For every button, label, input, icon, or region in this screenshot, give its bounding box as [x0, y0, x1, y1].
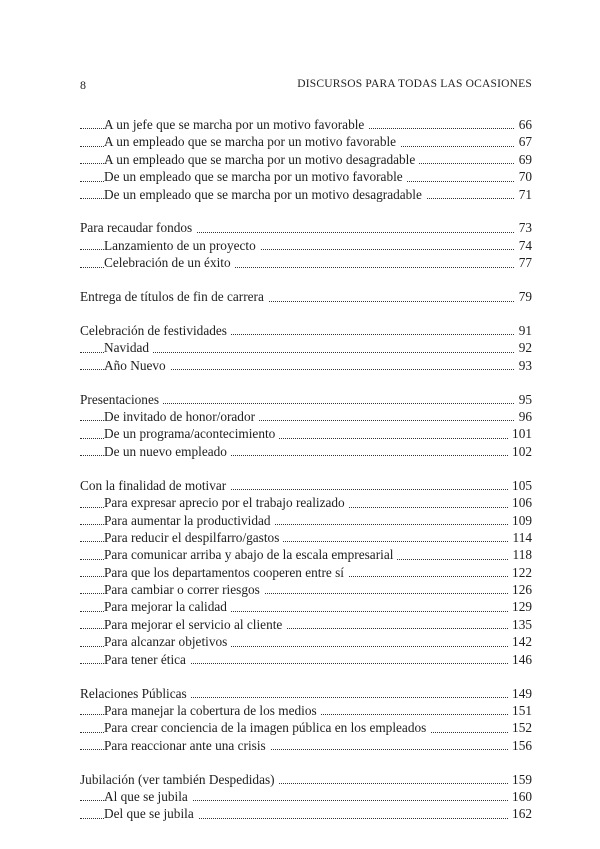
toc-entry-title: Entrega de títulos de fin de carrera — [80, 289, 268, 304]
toc-page-number: 105 — [508, 477, 532, 494]
toc-page-number: 73 — [515, 219, 532, 236]
toc-subentry — [80, 133, 532, 150]
toc-page-number: 101 — [508, 425, 532, 442]
toc-entry-title: Para tener ética — [104, 652, 190, 667]
toc-page-number: 93 — [515, 357, 532, 374]
toc-section — [80, 685, 532, 755]
toc-section — [80, 116, 532, 203]
toc-subentry — [80, 546, 532, 563]
toc-subentry — [80, 737, 532, 754]
toc-section — [80, 771, 532, 823]
table-of-contents — [80, 116, 532, 839]
toc-subentry — [80, 512, 532, 529]
toc-page-number: 122 — [508, 564, 532, 581]
toc-entry-title: A un empleado que se marcha por un motivo favorable — [104, 134, 400, 149]
toc-page-number: 114 — [509, 529, 532, 546]
toc-subentry — [80, 151, 532, 168]
toc-page-number: 79 — [515, 288, 532, 305]
toc-entry-title: De un programa/acontecimiento — [104, 426, 279, 441]
toc-page-number: 126 — [508, 581, 532, 598]
toc-section — [80, 477, 532, 668]
toc-subentry — [80, 408, 532, 425]
toc-entry-title: Para expresar aprecio por el trabajo realizado — [104, 495, 349, 510]
toc-page-number: 95 — [515, 391, 532, 408]
toc-page-number: 118 — [509, 546, 532, 563]
toc-page-number: 152 — [508, 719, 532, 736]
toc-entry-title: Para comunicar arriba y abajo de la escala empresarial — [104, 547, 397, 562]
page-number: 8 — [80, 78, 87, 92]
toc-page-number: 146 — [508, 651, 532, 668]
toc-page-number: 109 — [508, 512, 532, 529]
toc-subentry — [80, 339, 532, 356]
toc-entry-title: Para manejar la cobertura de los medios — [104, 703, 321, 718]
toc-subentry — [80, 186, 532, 203]
toc-page-number: 70 — [515, 168, 532, 185]
toc-page-number: 162 — [508, 805, 532, 822]
toc-page-number: 151 — [508, 702, 532, 719]
toc-entry-title: Para mejorar la calidad — [104, 599, 231, 614]
toc-subentry — [80, 443, 532, 460]
toc-entry-title: De un nuevo empleado — [104, 444, 231, 459]
toc-page-number: 156 — [508, 737, 532, 754]
toc-entry-title: A un empleado que se marcha por un motivo desagradable — [104, 152, 419, 167]
toc-entry-title: Para cambiar o correr riesgos — [104, 582, 264, 597]
toc-subentry — [80, 254, 532, 271]
toc-page-number: 135 — [508, 616, 532, 633]
page-header — [80, 78, 532, 98]
toc-entry — [80, 322, 532, 339]
toc-entry-title: Celebración de festividades — [80, 323, 231, 338]
toc-page-number: 106 — [508, 494, 532, 511]
toc-subentry — [80, 425, 532, 442]
toc-entry — [80, 219, 532, 236]
toc-entry-title: Celebración de un éxito — [104, 255, 235, 270]
toc-page-number: 102 — [508, 443, 532, 460]
toc-entry-title: Para alcanzar objetivos — [104, 634, 231, 649]
toc-subentry — [80, 719, 532, 736]
toc-entry-title: Lanzamiento de un proyecto — [104, 238, 260, 253]
toc-subentry — [80, 616, 532, 633]
toc-subentry — [80, 357, 532, 374]
toc-subentry — [80, 702, 532, 719]
toc-entry-title: Para crear conciencia de la imagen pública en los empleados — [104, 720, 430, 735]
toc-entry — [80, 477, 532, 494]
toc-entry-title: Para aumentar la productividad — [104, 513, 275, 528]
toc-subentry — [80, 788, 532, 805]
toc-subentry — [80, 168, 532, 185]
toc-page-number: 149 — [508, 685, 532, 702]
toc-subentry — [80, 651, 532, 668]
toc-subentry — [80, 598, 532, 615]
toc-entry-title: Para reducir el despilfarro/gastos — [104, 530, 283, 545]
toc-entry-title: Para mejorar el servicio al cliente — [104, 617, 286, 632]
toc-entry — [80, 391, 532, 408]
toc-entry — [80, 771, 532, 788]
toc-page-number: 71 — [515, 186, 532, 203]
toc-entry-title: Para reaccionar ante una crisis — [104, 738, 270, 753]
running-head: DISCURSOS PARA TODAS LAS OCASIONES — [297, 78, 532, 90]
toc-page-number: 74 — [515, 237, 532, 254]
toc-entry — [80, 288, 532, 305]
toc-page-number: 159 — [508, 771, 532, 788]
toc-section — [80, 391, 532, 461]
toc-subentry — [80, 633, 532, 650]
toc-subentry — [80, 494, 532, 511]
toc-subentry — [80, 581, 532, 598]
toc-entry-title: Presentaciones — [80, 392, 163, 407]
toc-entry-title: Con la finalidad de motivar — [80, 478, 230, 493]
toc-subentry — [80, 116, 532, 133]
toc-section — [80, 219, 532, 271]
toc-entry-title: Para que los departamentos cooperen entre sí — [104, 565, 348, 580]
toc-page-number: 66 — [515, 116, 532, 133]
toc-entry-title: Relaciones Públicas — [80, 686, 191, 701]
toc-page-number: 69 — [515, 151, 532, 168]
toc-page-number: 160 — [508, 788, 532, 805]
toc-page-number: 129 — [508, 598, 532, 615]
toc-page-number: 92 — [515, 339, 532, 356]
toc-section — [80, 288, 532, 305]
toc-section — [80, 322, 532, 374]
toc-entry-title: Del que se jubila — [104, 806, 198, 821]
toc-page-number: 91 — [515, 322, 532, 339]
toc-subentry — [80, 564, 532, 581]
toc-subentry — [80, 805, 532, 822]
toc-page-number: 142 — [508, 633, 532, 650]
toc-subentry — [80, 529, 532, 546]
toc-entry-title: Para recaudar fondos — [80, 220, 196, 235]
toc-entry-title: Jubilación (ver también Despedidas) — [80, 772, 279, 787]
toc-subentry — [80, 237, 532, 254]
toc-page-number: 96 — [515, 408, 532, 425]
toc-entry-title: Año Nuevo — [104, 358, 170, 373]
toc-entry-title: De un empleado que se marcha por un motivo favorable — [104, 169, 407, 184]
toc-entry-title: De un empleado que se marcha por un motivo desagradable — [104, 187, 426, 202]
toc-page-number: 67 — [515, 133, 532, 150]
toc-entry-title: Al que se jubila — [104, 789, 192, 804]
toc-entry-title: Navidad — [104, 340, 153, 355]
toc-entry-title: A un jefe que se marcha por un motivo favorable — [104, 117, 368, 132]
toc-entry — [80, 685, 532, 702]
toc-page-number: 77 — [515, 254, 532, 271]
toc-entry-title: De invitado de honor/orador — [104, 409, 259, 424]
